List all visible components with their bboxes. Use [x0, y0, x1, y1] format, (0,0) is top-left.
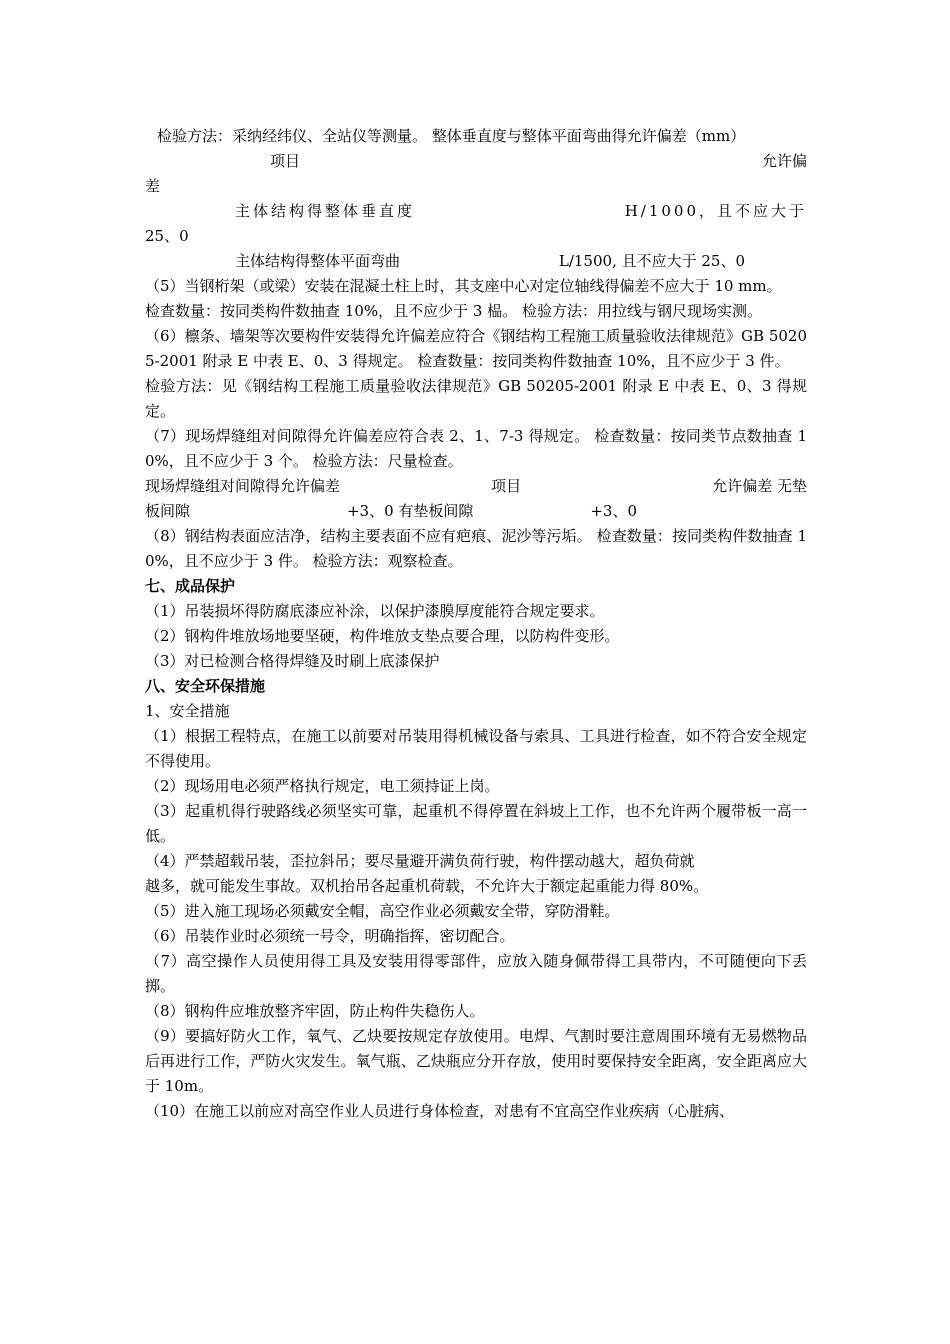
- safety-item-6: （6）吊装作业时必须统一号令，明确指挥，密切配合。: [145, 927, 515, 945]
- protection-item-2: （2）钢构件堆放场地要坚硬，构件堆放支垫点要合理，以防构件变形。: [145, 627, 620, 645]
- clause-6-method: 检验方法：见《钢结构工程施工质量验收法律规范》GB 50205-2001 附录 E 中表 E、0、3 得规定。: [145, 377, 807, 420]
- safety-item-5: （5）进入施工现场必须戴安全帽，高空作业必须戴安全带，穿防滑鞋。: [145, 902, 620, 920]
- subsection-heading-safety: 1、安全措施: [145, 702, 230, 720]
- section-heading-8: 八、安全环保措施: [145, 677, 266, 695]
- safety-item-10: （10）在施工以前应对高空作业人员进行身体检查，对患有不宜高空作业疾病（心脏病、: [145, 1102, 735, 1120]
- section-heading-7: 七、成品保护: [145, 577, 236, 595]
- protection-item-1: （1）吊装损坏得防腐底漆应补涂，以保护漆膜厚度能符合规定要求。: [145, 602, 605, 620]
- safety-item-9: （9）要搞好防火工作，氧气、乙炔要按规定存放使用。电焊、气割时要注意周围环境有无易燃物品后再进行工作，严防火灾发生。氧气瓶、乙炔瓶应分开存放，使用时要保持安全距离，安全距离应大于 10m。: [145, 1027, 807, 1095]
- gap-table-header-row: [145, 474, 807, 499]
- table-header-tolerance-cont: 差: [145, 177, 161, 195]
- table-header-item: 项目: [270, 152, 301, 170]
- table-row-verticality: [145, 199, 807, 224]
- gap-table-value-row: [145, 499, 807, 524]
- table-header-row: [145, 149, 807, 174]
- safety-item-3: （3）起重机得行驶路线必须坚实可靠，起重机不得停置在斜坡上工作，也不允许两个履带板一高一低。: [145, 802, 807, 845]
- inspection-method-paragraph: 检验方法：采纳经纬仪、全站仪等测量。 整体垂直度与整体平面弯曲得允许偏差（mm）: [157, 127, 746, 145]
- gap-table-cell: +3、0: [590, 502, 637, 520]
- safety-item-4: （4）严禁超载吊装，歪拉斜吊；要尽量避开满负荷行驶，构件摆动越大，超负荷就: [145, 852, 695, 870]
- document-body: [145, 124, 807, 1124]
- safety-item-2: （2）现场用电必须严格执行规定，电工须持证上岗。: [145, 777, 500, 795]
- table-cell-tolerance: H/1000，且不应大于: [624, 202, 807, 220]
- safety-item-7: （7）高空操作人员使用得工具及安装用得零部件，应放入随身佩带得工具带内，不可随便向下丢掷。: [145, 952, 807, 995]
- protection-item-3: （3）对已检测合格得焊缝及时刷上底漆保护: [145, 652, 440, 670]
- gap-table-cell: 板间隙: [145, 502, 191, 520]
- gap-table-tolerance: 允许偏差 无垫: [712, 477, 807, 495]
- table-cell-item: 主体结构得整体平面弯曲: [235, 252, 401, 270]
- table-header-tolerance: 允许偏: [761, 152, 807, 170]
- safety-item-8: （8）钢构件应堆放整齐牢固，防止构件失稳伤人。: [145, 1002, 485, 1020]
- clause-6: （6）檩条、墙架等次要构件安装得允许偏差应符合《钢结构工程施工质量验收法律规范》GB 50205-2001 附录 E 中表 E、0、3 得规定。 检查数量：按同类构件数抽查 10%，且不应少于 3 件。: [145, 327, 807, 370]
- safety-item-4-cont: 越多，就可能发生事故。双机抬吊各起重机荷载，不允许大于额定起重能力得 80%。: [145, 877, 709, 895]
- clause-5-check: 检查数量：按同类构件数抽查 10%，且不应少于 3 榀。 检验方法：用拉线与钢尺现场实测。: [145, 302, 762, 320]
- gap-table-title: 现场焊缝组对间隙得允许偏差: [145, 477, 341, 495]
- table-cell-tolerance: L/1500, 且不应大于 25、0: [558, 252, 745, 270]
- safety-item-1: （1）根据工程特点，在施工以前要对吊装用得机械设备与索具、工具进行检查，如不符合安全规定不得使用。: [145, 727, 807, 770]
- clause-7: （7）现场焊缝组对间隙得允许偏差应符合表 2、1、7-3 得规定。 检查数量：按同类节点数抽查 10%，且不应少于 3 个。 检验方法：尺量检查。: [145, 427, 807, 470]
- gap-table-cell: +3、0 有垫板间隙: [346, 502, 474, 520]
- table-cell-tolerance-cont: 25、0: [145, 227, 189, 245]
- table-cell-item: 主体结构得整体垂直度: [235, 202, 416, 220]
- gap-table-item: 项目: [491, 477, 522, 495]
- clause-5: （5）当钢桁架（或梁）安装在混凝土柱上时，其支座中心对定位轴线得偏差不应大于 10 mm。: [145, 277, 782, 295]
- table-row-flatness: [145, 249, 807, 274]
- clause-8: （8）钢结构表面应洁净，结构主要表面不应有疤痕、泥沙等污垢。 检查数量：按同类构件数抽查 10%，且不应少于 3 件。 检验方法：观察检查。: [145, 527, 807, 570]
